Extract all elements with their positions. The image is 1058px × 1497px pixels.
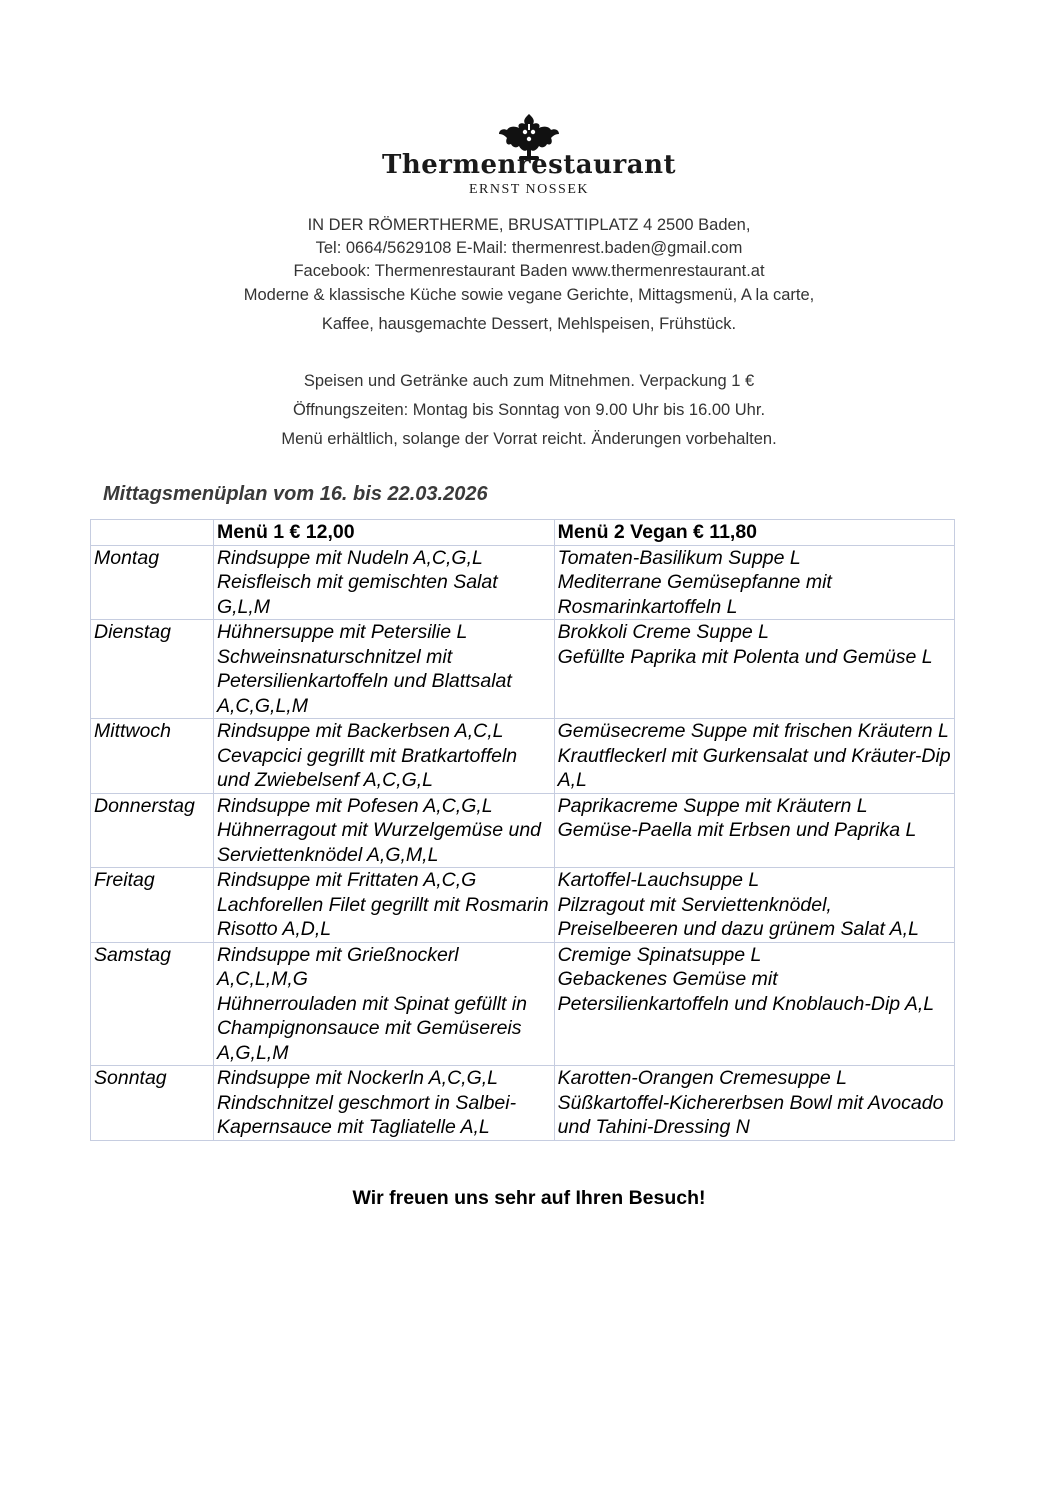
menu-table [90, 519, 955, 1141]
soup: Rindsuppe mit Frittaten A,C,G [216, 869, 477, 891]
soup: Hühnersuppe mit Petersilie L [216, 621, 468, 643]
plan-title: Mittagsmenüplan vom 16. bis 22.03.2026 [103, 483, 488, 505]
table-row [91, 620, 955, 719]
soup: Paprikacreme Suppe mit Kräutern L [557, 794, 868, 817]
soup: Rindsuppe mit Nudeln A,C,G,L [216, 546, 483, 569]
main-course: Hühnerrouladen mit Spinat gefüllt in Champignonsauce mit Gemüsereis A,G,L,M [216, 992, 527, 1064]
availability-notice: Menü erhältlich, solange der Vorrat reicht. Änderungen vorbehalten. [281, 430, 777, 448]
menu-2-cell [554, 1066, 954, 1141]
soup: Rindsuppe mit Backerbsen A,C,L [216, 720, 504, 742]
soup: Cremige Spinatsuppe L [557, 943, 762, 966]
header-menu-2: Menü 2 Vegan € 11,80 [554, 520, 954, 546]
menu-1-cell [213, 1066, 554, 1141]
social-line: Facebook: Thermenrestaurant Baden www.thermenrestaurant.at [293, 262, 765, 280]
soup: Tomaten-Basilikum Suppe L [557, 546, 801, 569]
soup: Kartoffel-Lauchsuppe L [557, 869, 760, 891]
menu-2-cell [554, 620, 954, 719]
table-row [91, 942, 955, 1066]
day-cell: Donnerstag [91, 793, 214, 868]
menu-1-cell [213, 942, 554, 1066]
main-course: Süßkartoffel-Kichererbsen Bowl mit Avocado und Tahini-Dressing N [557, 1091, 944, 1138]
menu-2-cell [554, 719, 954, 794]
main-course: Gemüse-Paella mit Erbsen und Paprika L [557, 819, 917, 841]
menu-2-cell [554, 942, 954, 1066]
menu-1-cell [213, 545, 554, 620]
takeaway-notice: Speisen und Getränke auch zum Mitnehmen. Verpackung 1 € [303, 372, 755, 390]
menu-2-cell [554, 793, 954, 868]
opening-hours: Öffnungszeiten: Montag bis Sonntag von 9.00 Uhr bis 16.00 Uhr. [292, 401, 766, 419]
soup: Karotten-Orangen Cremesuppe L [557, 1067, 848, 1089]
closing-message: Wir freuen uns sehr auf Ihren Besuch! [352, 1187, 706, 1209]
day-cell: Dienstag [91, 620, 214, 719]
menu-1-cell [213, 868, 554, 943]
table-row [91, 1066, 955, 1141]
description-line-1: Moderne & klassische Küche sowie vegane Gerichte, Mittagsmenü, A la carte, [243, 286, 815, 304]
main-course: Schweinsnaturschnitzel mit Petersilienkartoffeln und Blattsalat A,C,G,L,M [216, 645, 512, 717]
main-course: Gebackenes Gemüse mit Petersilienkartoffeln und Knoblauch-Dip A,L [557, 968, 935, 1015]
restaurant-name: Thermenrestaurant [381, 150, 677, 180]
owner-name: ERNST NOSSEK [468, 182, 590, 197]
day-cell: Mittwoch [91, 719, 214, 794]
soup: Rindsuppe mit Nockerln A,C,G,L [216, 1067, 499, 1089]
day-cell: Samstag [91, 942, 214, 1066]
main-course: Krautfleckerl mit Gurkensalat und Kräuter-Dip A,L [557, 744, 951, 791]
soup: Rindsuppe mit Pofesen A,C,G,L [216, 794, 493, 817]
menu-1-cell [213, 719, 554, 794]
menu-1-cell [213, 793, 554, 868]
contact-line: Tel: 0664/5629108 E-Mail: thermenrest.baden@gmail.com [315, 239, 743, 257]
soup: Rindsuppe mit Grießnockerl A,C,L,M,G [216, 943, 459, 990]
main-course: Reisfleisch mit gemischten Salat G,L,M [216, 571, 498, 618]
menu-1-cell [213, 620, 554, 719]
day-cell: Freitag [91, 868, 214, 943]
table-row [91, 719, 955, 794]
main-course: Mediterrane Gemüsepfanne mit Rosmarinkartoffeln L [557, 571, 832, 618]
main-course: Hühnerragout mit Wurzelgemüse und Serviettenknödel A,G,M,L [216, 819, 542, 866]
soup: Brokkoli Creme Suppe L [557, 621, 769, 643]
table-row [91, 545, 955, 620]
soup: Gemüsecreme Suppe mit frischen Kräutern L [557, 720, 949, 742]
day-cell: Sonntag [91, 1066, 214, 1141]
day-cell: Montag [91, 545, 214, 620]
table-header-row [91, 520, 955, 546]
main-course: Cevapcici gegrillt mit Bratkartoffeln und Zwiebelsenf A,C,G,L [216, 744, 518, 791]
main-course: Pilzragout mit Serviettenknödel, Preiselbeeren und dazu grünem Salat A,L [557, 893, 919, 940]
address-line: IN DER RÖMERTHERME, BRUSATTIPLATZ 4 2500 Baden, [307, 216, 751, 234]
header-menu-1: Menü 1 € 12,00 [213, 520, 554, 546]
menu-2-cell [554, 868, 954, 943]
description-line-2: Kaffee, hausgemachte Dessert, Mehlspeisen, Frühstück. [321, 315, 737, 333]
main-course: Rindschnitzel geschmort in Salbei-Kapernsauce mit Tagliatelle A,L [216, 1091, 517, 1138]
main-course: Gefüllte Paprika mit Polenta und Gemüse L [557, 645, 933, 668]
table-row [91, 793, 955, 868]
menu-2-cell [554, 545, 954, 620]
header-day [91, 520, 214, 546]
main-course: Lachforellen Filet gegrillt mit Rosmarin Risotto A,D,L [216, 893, 549, 940]
table-row [91, 868, 955, 943]
